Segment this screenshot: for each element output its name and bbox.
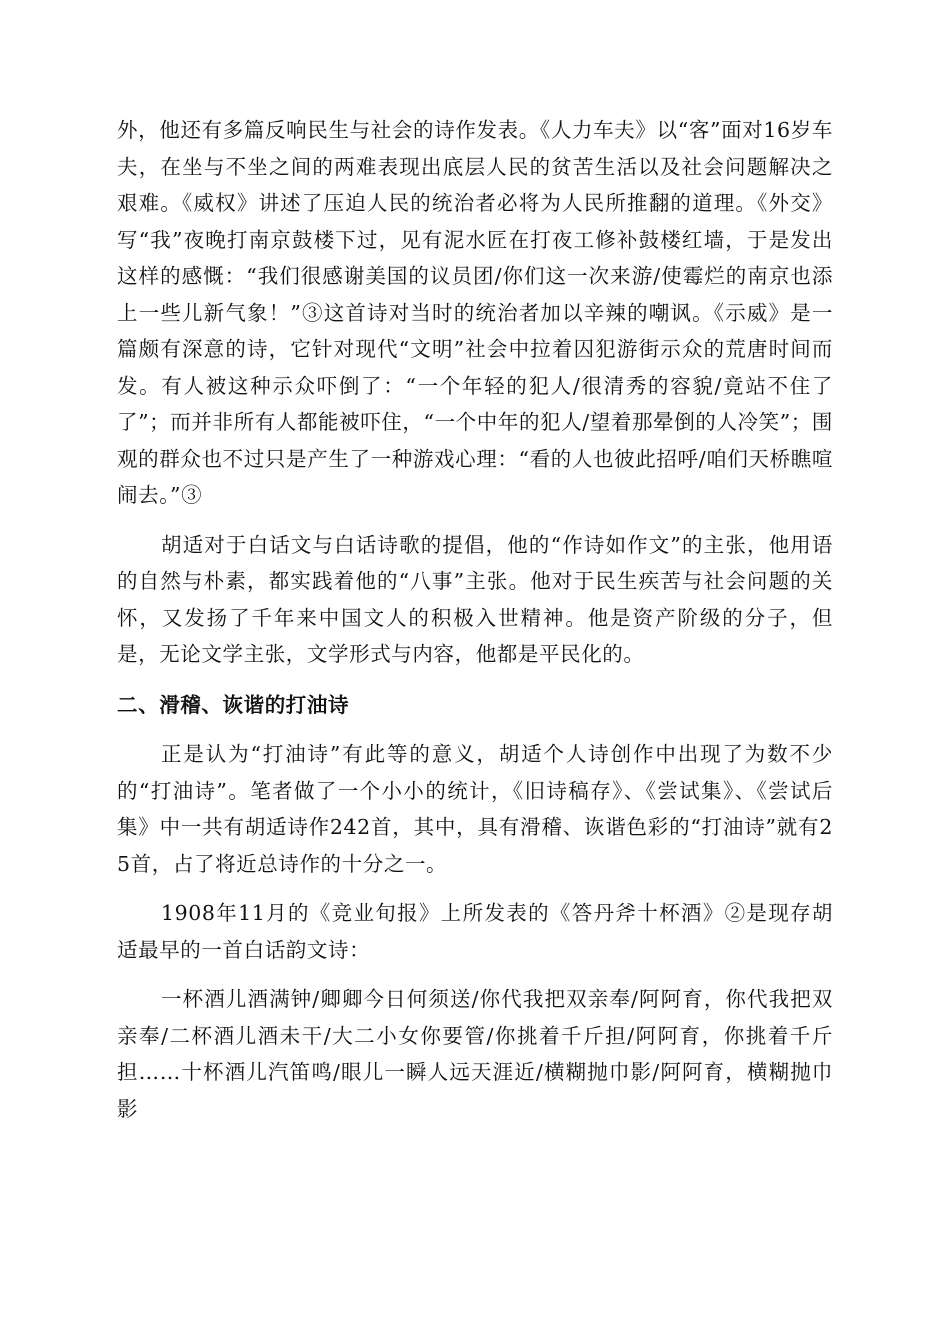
paragraph-poem-intro: 1908年11月的《竞业旬报》上所发表的《答丹斧十杯酒》②是现存胡适最早的一首白话韵文诗： (117, 901, 833, 962)
paragraph-statistics: 正是认为“打油诗”有此等的意义，胡适个人诗创作中出现了为数不少的“打油诗”。笔者做了一个小小的统计，《旧诗稿存》、《尝试集》、《尝试后集》中一共有胡适诗作242首，其中，具有滑稽、诙谐色彩的“打油诗”就有25首，占了将近总诗作的十分之一。 (117, 742, 833, 876)
document-page (117, 112, 833, 1127)
paragraph-poem-quote: 一杯酒儿酒满钟/卿卿今日何须送/你代我把双亲奉/阿阿育，你代我把双亲奉/二杯酒儿酒未干/大二小女你要管/你挑着千斤担/阿阿育，你挑着千斤担……十杯酒儿汽笛鸣/眼儿一瞬人远天涯近/横糊抛巾影/阿阿育，横糊抛巾影 (117, 987, 833, 1121)
paragraph-summary: 胡适对于白话文与白话诗歌的提倡，他的“作诗如作文”的主张，他用语的自然与朴素，都实践着他的“八事”主张。他对于民生疾苦与社会问题的关怀，又发扬了千年来中国文人的积极入世精神。他是资产阶级的分子，但是，无论文学主张，文学形式与内容，他都是平民化的。 (117, 532, 833, 666)
paragraph-continuation: 外，他还有多篇反响民生与社会的诗作发表。《人力车夫》以“客”面对16岁车夫，在坐与不坐之间的两难表现出底层人民的贫苦生活以及社会问题解决之艰难。《威权》讲述了压迫人民的统治者必将为人民所推翻的道理。《外交》写“我”夜晚打南京鼓楼下过，见有泥水匠在打夜工修补鼓楼红墙，于是发出这样的感慨：“我们很感谢美国的议员团/你们这一次来游/使霉烂的南京也添上一些儿新气象！”③这首诗对当时的统治者加以辛辣的嘲讽。《示威》是一篇颇有深意的诗，它针对现代“文明”社会中拉着囚犯游街示众的荒唐时间而发。有人被这种示众吓倒了：“一个年轻的犯人/很清秀的容貌/竟站不住了了”；而并非所有人都能被吓住，“一个中年的犯人/望着那晕倒的人冷笑”；围观的群众也不过只是产生了一种游戏心理：“看的人也彼此招呼/咱们天桥瞧喧闹去。”③ (117, 118, 833, 507)
section-heading: 二、滑稽、诙谐的打油诗 (117, 692, 350, 717)
